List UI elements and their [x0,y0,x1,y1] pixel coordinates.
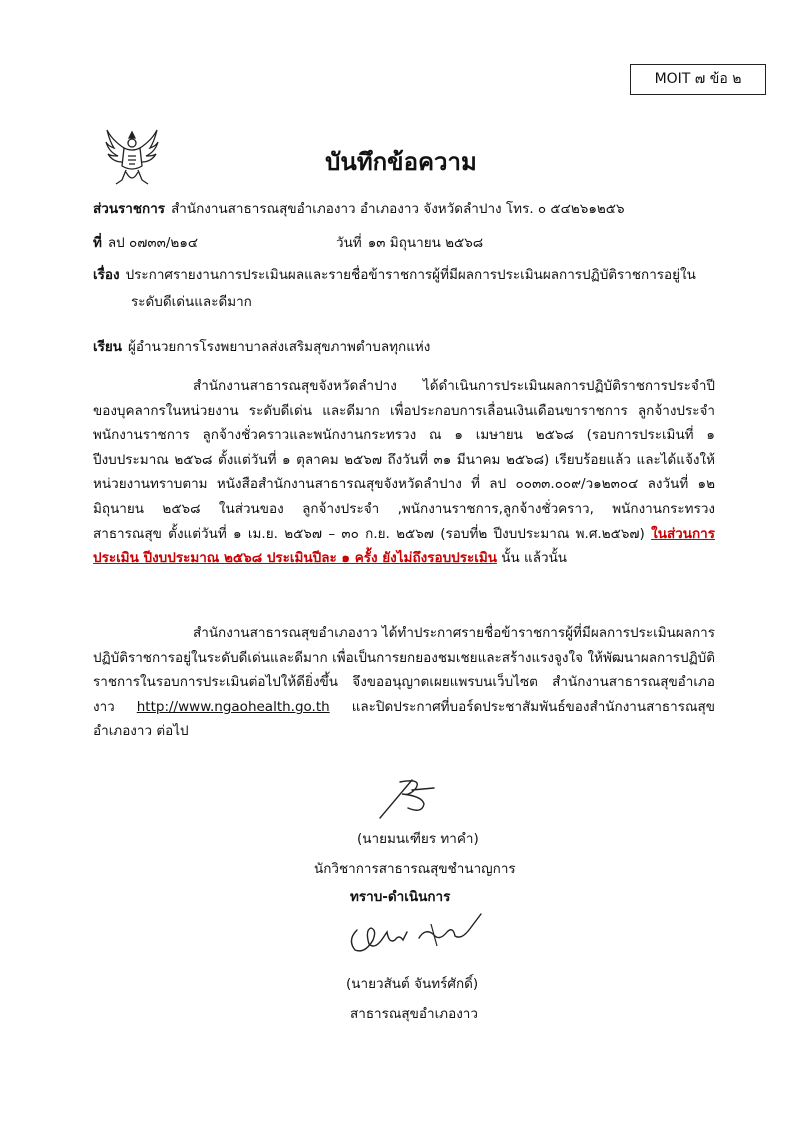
subject-line-2: ระดับดีเด่นและดีมาก [131,294,252,310]
reference-box: MOIT ๗ ข้อ ๒ [630,64,766,95]
paragraph-2-end: และปิดประกาศที่บอร์ดประชาสัมพันธ์ของสำนักงานสาธารณสุขอำเภองาว ต่อไป [93,698,715,740]
signer-2-name: (นายวสันต์ จันทร์ศักดิ์) [346,976,479,992]
page-title: บันทึกข้อความ [325,148,477,176]
signer-1-name: (นายมนเฑียร ทาคำ) [357,831,479,847]
paragraph-2-text: สำนักงานสาธารณสุขอำเภองาว ได้ทำประกาศรายชื่อข้าราชการผู้ที่มีผลการประเมินผลการปฏิบัติราชการอยู่ในระดับดีเด่นและดีมาก เพื่อเป็นการยกยองชมเชยและสร้างแรงจูงใจ ให้พัฒนาผลการปฏิบัติราชการในรอบการประเมินต่อไปให้ดียิ่งขึ้น จึงขออนุญาตเผยแพรบนเว็บไซต สำนักงานสาธารณสุขอำเภองาว [93,625,716,715]
number-label: ที่ [93,235,102,251]
to-label: เรียน [93,339,123,355]
agency-label: ส่วนราชการ [93,201,166,217]
body-paragraph-2 [93,621,715,744]
number-line [93,232,198,254]
website-link[interactable]: http://www.ngaohealth.go.th [136,698,330,715]
number-value: ลป ๐๗๓๓/๒๑๔ [107,235,199,251]
signature-2-icon [343,910,483,958]
body-paragraph-1 [93,374,715,571]
date-line [336,232,483,254]
subject-value: ประกาศรายงานการประเมินผลและรายชื่อข้าราชการผู้ที่มีผลการประเมินผลการปฏิบัติราชการอยู่ใน [125,267,696,283]
date-value: ๑๓ มิถุนายน ๒๕๖๘ [367,235,484,251]
signature-1-icon [372,774,442,824]
subject-label: เรื่อง [93,267,120,283]
signer-2-position: สาธารณสุขอำเภองาว [350,1006,478,1022]
date-label: วันที่ [336,235,362,251]
approval-note: ทราบ-ดำเนินการ [350,889,451,905]
subject-line [93,264,696,286]
agency-value: สำนักงานสาธารณสุขอำเภองาว อำเภองาว จังหวัดลำปาง โทร. ๐ ๕๔๒๖๑๒๕๖ [171,201,625,217]
to-line [93,336,430,358]
paragraph-1-highlight: ในส่วนการประเมิน ปีงบประมาณ ๒๕๖๘ ประเมินปีละ ๑ ครั้ง ยังไม่ถึงรอบประเมิน [93,525,715,567]
signer-1-position: นักวิชาการสาธารณสุขชำนาญการ [314,861,516,877]
to-value: ผู้อำนวยการโรงพยาบาลส่งเสริมสุขภาพตำบลทุกแห่ง [128,339,431,355]
paragraph-1-end: นั้น แล้วนั้น [496,550,568,567]
agency-line [93,198,625,220]
paragraph-1-text: สำนักงานสาธารณสุขจังหวัดลำปาง ได้ดำเนินการประเมินผลการปฏิบัติราชการประจำปีของบุคลากรในหน่วยงาน ระดับดีเด่น และดีมาก เพื่อประกอบการเลื่อนเงินเดือนขาราชการ ลูกจ้างประจำ พนักงานราชการ ลูกจ้างชั่วคราวและพนักงานกระทรวง ณ ๑ เมษายน ๒๕๖๘ (รอบการประเมินที่ ๑ ปีงบประมาณ ๒๕๖๘ ตั้งแต่วันที่ ๑ ตุลาคม ๒๕๖๗ ถึงวันที่ ๓๑ มีนาคม ๒๕๖๘) เรียบร้อยแล้ว และได้แจ้งให้หน่วยงานทราบตาม หนังสือสำนักงานสาธารณสุขจังหวัดลำปาง ที่ ลป ๐๐๓๓.๐๐๙/ว๑๒๓๐๔ ลงวันที่ ๑๒ มิถุนายน ๒๕๖๘ ในส่วนของ ลูกจ้างประจำ ,พนักงานราชการ,ลูกจ้างชั่วคราว, พนักงานกระทรวง สาธารณสุข ตั้งแต่วันที่ ๑ เม.ย. ๒๕๖๗ – ๓๐ ก.ย. ๒๕๖๗ (รอบที่๒ ปีงบประมาณ พ.ศ.๒๕๖๗) [93,378,715,542]
